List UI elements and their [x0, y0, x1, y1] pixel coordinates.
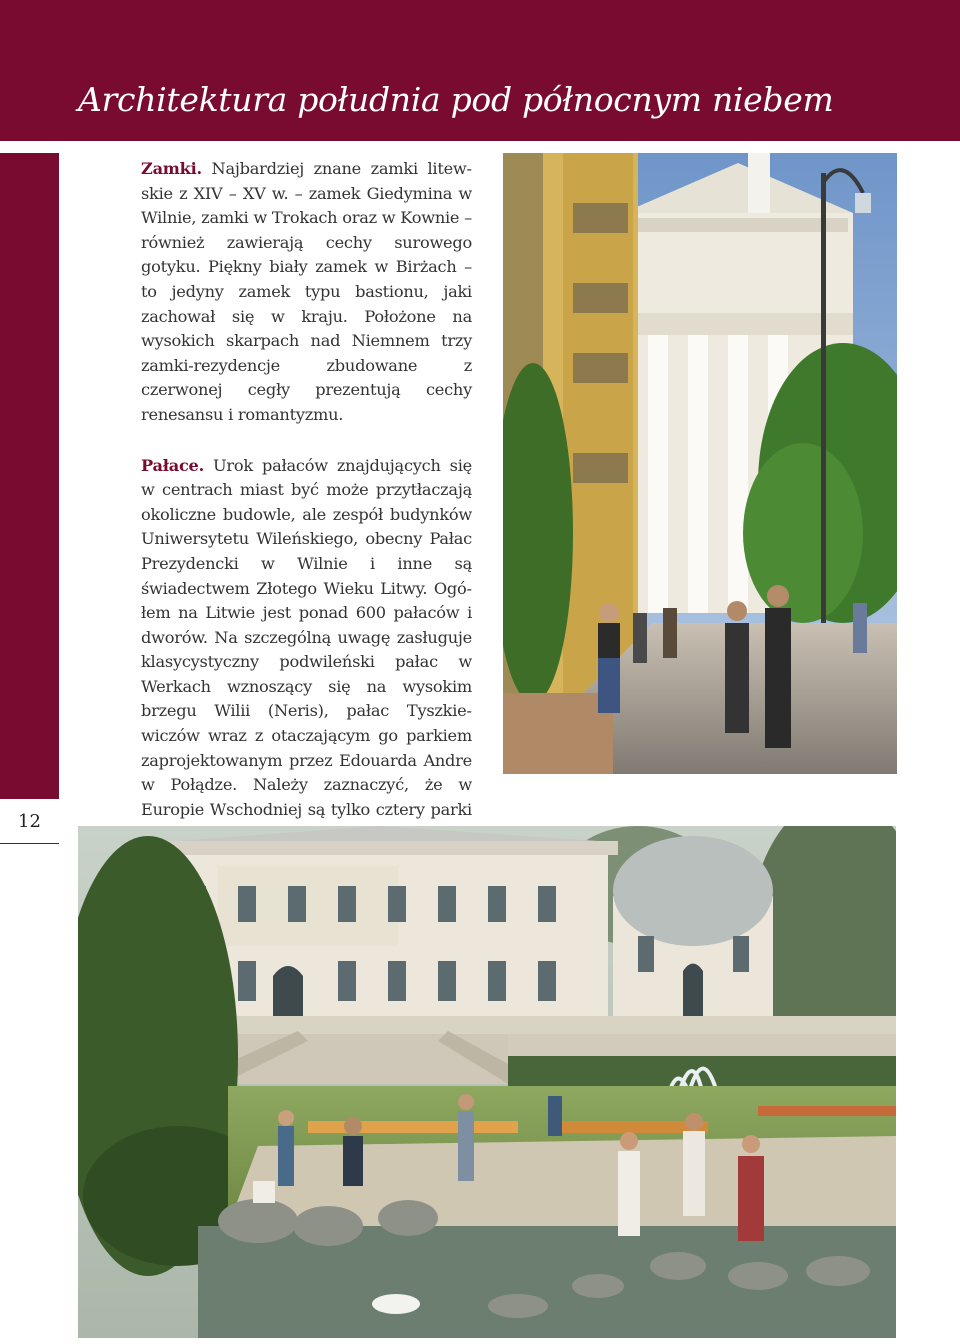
- section-palace-lead: Pałace.: [141, 455, 204, 475]
- side-strip: [0, 153, 59, 832]
- section-palace-text: Urok pałaców znajdujących się w centrach miast być może przytłaczają okoliczne budowle, ale zespół budynków Uniwersytetu Wileńskiego, obecny Pałac Prezydencki w Wilnie i inne są świadectwem Złotego Wieku Litwy. Ogółem na Litwie jest ponad 600 pałaców i dworów. Na szczególną uwagę zasługuje klasycystyczny podwileński pałac w Werkach wznoszący się na wysokim brzegu Wilii (Neris), pałac Tyszkiewiczów wraz z otaczającym go parkiem zaprojektowanym przez Edouarda Andre w Połądze. Należy zaznaczyć, że w Europie Wschodniej są tylko cztery parki: [141, 455, 472, 819]
- photo-street-scene: [503, 153, 897, 774]
- photo-palace-park: [78, 826, 896, 1338]
- page-number-box: [0, 798, 59, 844]
- section-zamki-text: Najbardziej znane zamki litewskie z XIV – XV w. – zamek Giedymina w Wilnie, zamki w Trokach oraz w Kownie – również zawierają cechy surowego gotyku. Piękny biały zamek w Birżach – to jedyny zamek typu bastionu, jaki zachował się w kraju. Położone na wysokich skarpach nad Niemnem trzy zamki-rezydencje zbudowane z czerwonej cegły prezentują cechy renesansu i romantyzmu.: [141, 159, 472, 424]
- header-banner: [0, 0, 960, 141]
- article-text: [78, 157, 472, 896]
- page-number: 12: [18, 810, 41, 832]
- photo-street-image: [503, 153, 897, 774]
- photo-palace-image: [78, 826, 896, 1338]
- section-zamki-lead: Zamki.: [141, 159, 202, 178]
- section-zamki: [78, 157, 472, 428]
- page-title: Architektura południa pod północnym niebem: [78, 80, 834, 119]
